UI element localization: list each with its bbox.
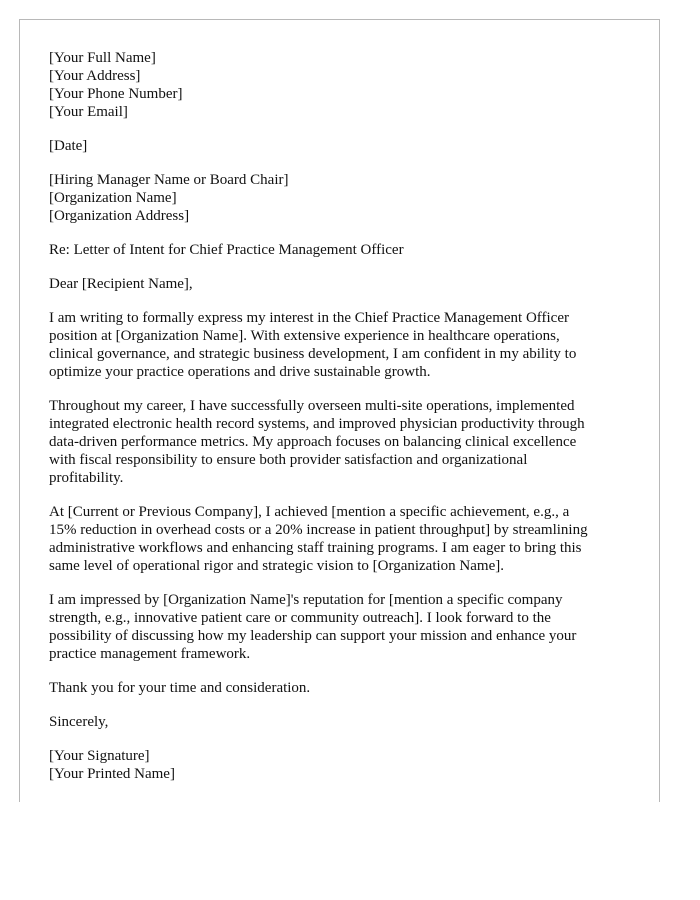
paragraph-line: same level of operational rigor and strategic vision to [Organization Name].: [49, 558, 504, 574]
thanks-line: Thank you for your time and consideration.: [49, 680, 311, 696]
body-paragraph-1: [49, 309, 639, 381]
subject-block: [49, 241, 639, 259]
date-block: [49, 137, 639, 155]
paragraph-line: clinical governance, and strategic business development, I am confident in my ability to: [49, 346, 577, 362]
recipient-name: [Hiring Manager Name or Board Chair]: [49, 172, 289, 188]
printed-name-line: [Your Printed Name]: [49, 766, 175, 782]
paragraph-line: At [Current or Previous Company], I achieved [mention a specific achievement, e.g., a: [49, 504, 570, 520]
signature-line: [Your Signature]: [49, 748, 150, 764]
thanks-block: [49, 679, 639, 697]
sender-block: [49, 49, 639, 121]
paragraph-line: profitability.: [49, 470, 124, 486]
recipient-block: [49, 171, 639, 225]
body-paragraph-4: [49, 591, 639, 663]
body-paragraph-3: [49, 503, 639, 575]
sender-name: [Your Full Name]: [49, 50, 156, 66]
salutation-block: [49, 275, 639, 293]
sender-phone: [Your Phone Number]: [49, 86, 183, 102]
sender-email: [Your Email]: [49, 104, 128, 120]
paragraph-line: I am impressed by [Organization Name]'s reputation for [mention a specific company: [49, 592, 563, 608]
sender-address: [Your Address]: [49, 68, 141, 84]
paragraph-line: administrative workflows and enhancing staff training programs. I am eager to bring this: [49, 540, 582, 556]
paragraph-line: position at [Organization Name]. With extensive experience in healthcare operations,: [49, 328, 560, 344]
subject-line: Re: Letter of Intent for Chief Practice Management Officer: [49, 242, 404, 258]
paragraph-line: 15% reduction in overhead costs or a 20% increase in patient throughput] by streamlining: [49, 522, 588, 538]
paragraph-line: practice management framework.: [49, 646, 251, 662]
closing-block: [49, 713, 639, 731]
paragraph-line: strength, e.g., innovative patient care or community outreach]. I look forward to the: [49, 610, 551, 626]
recipient-organization: [Organization Name]: [49, 190, 177, 206]
letter-content: [49, 49, 639, 799]
closing-line: Sincerely,: [49, 714, 109, 730]
paragraph-line: data-driven performance metrics. My approach focuses on balancing clinical excellence: [49, 434, 577, 450]
paragraph-line: with fiscal responsibility to ensure both provider satisfaction and organizational: [49, 452, 528, 468]
paragraph-line: I am writing to formally express my interest in the Chief Practice Management Officer: [49, 310, 569, 326]
letter-page: [19, 19, 660, 802]
paragraph-line: possibility of discussing how my leadership can support your mission and enhance your: [49, 628, 577, 644]
paragraph-line: integrated electronic health record systems, and improved physician productivity through: [49, 416, 585, 432]
paragraph-line: optimize your practice operations and drive sustainable growth.: [49, 364, 431, 380]
salutation: Dear [Recipient Name],: [49, 276, 193, 292]
paragraph-line: Throughout my career, I have successfully overseen multi-site operations, implemented: [49, 398, 575, 414]
body-paragraph-2: [49, 397, 639, 487]
signature-block: [49, 747, 639, 783]
letter-date: [Date]: [49, 138, 88, 154]
recipient-address: [Organization Address]: [49, 208, 190, 224]
